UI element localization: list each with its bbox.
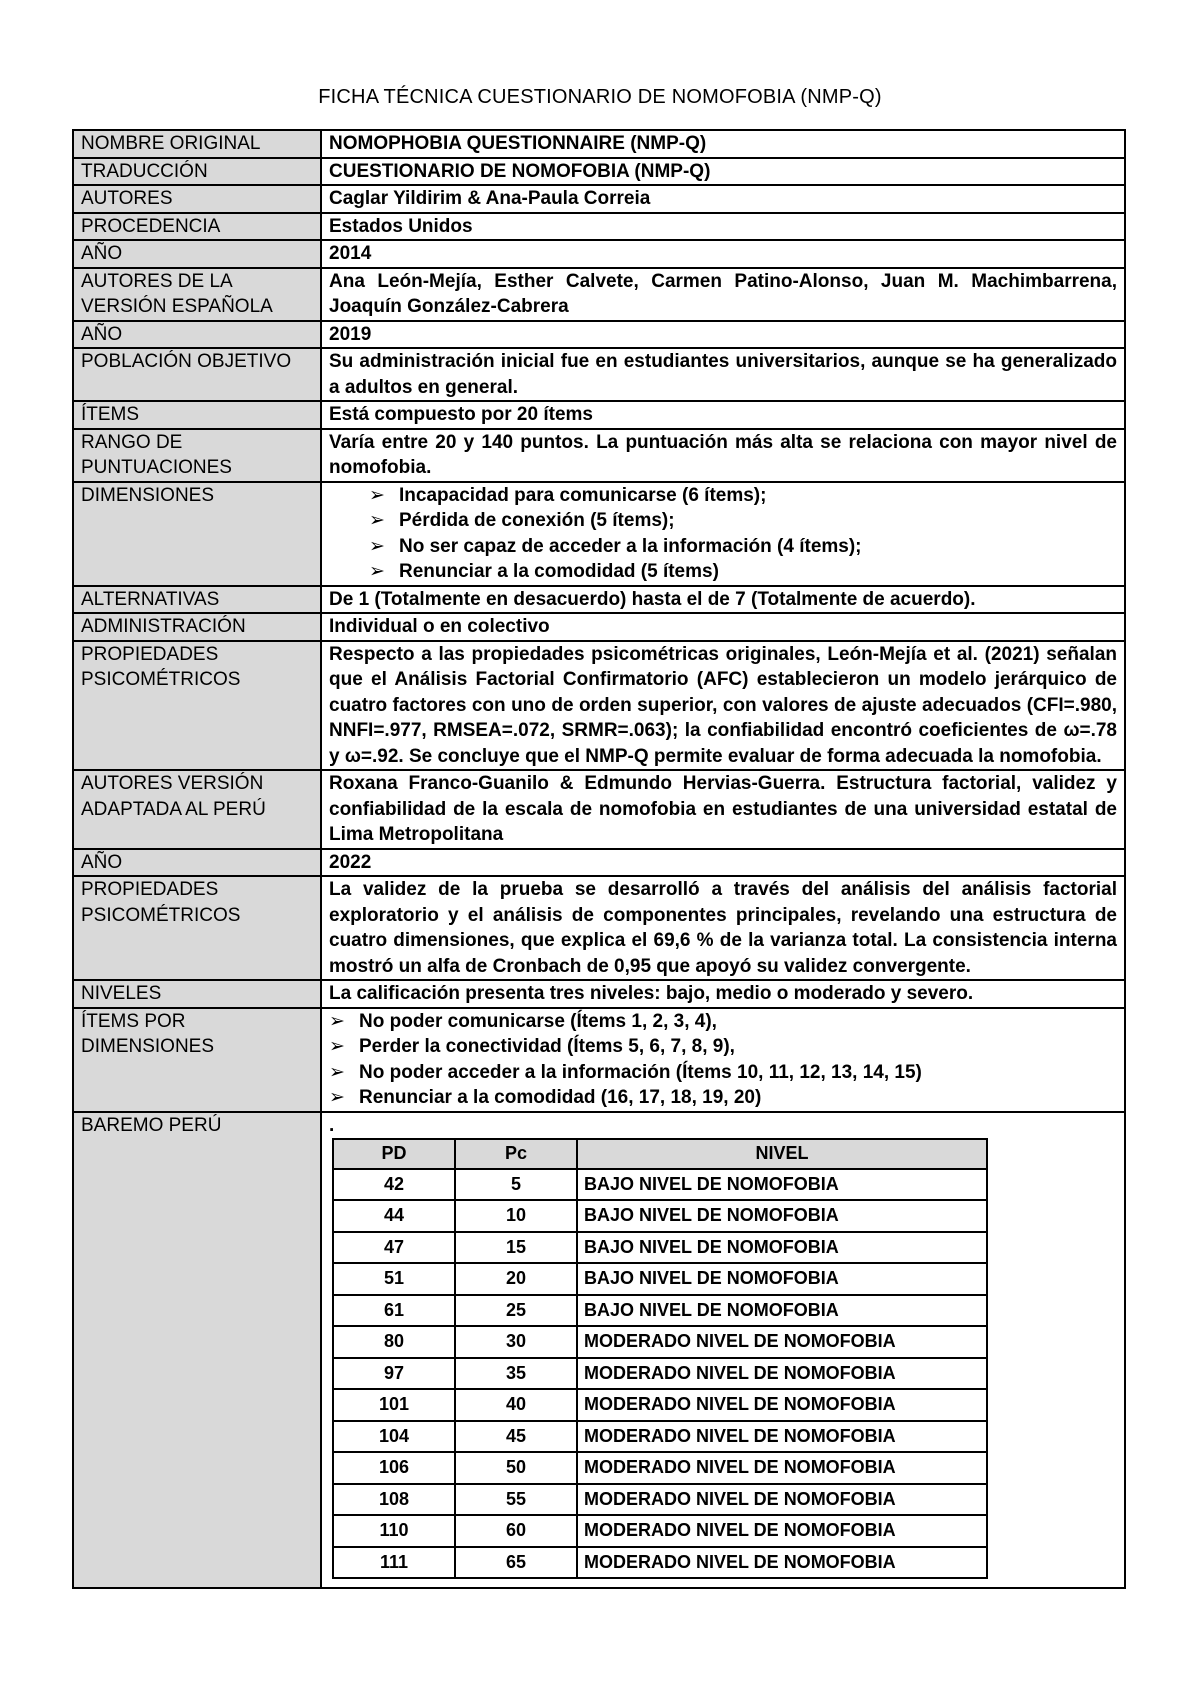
list-item xyxy=(329,1060,1117,1086)
value-items: Está compuesto por 20 ítems xyxy=(321,401,1125,429)
header-pc: Pc xyxy=(455,1139,577,1169)
cell-pc: 15 xyxy=(455,1232,577,1264)
cell-pd: 97 xyxy=(333,1358,455,1390)
value-rango: Varía entre 20 y 140 puntos. La puntuación más alta se relaciona con mayor nivel de nomofobia. xyxy=(321,429,1125,482)
list-item-text: Incapacidad para comunicarse (6 ítems); xyxy=(399,484,767,506)
cell-pd: 47 xyxy=(333,1232,455,1264)
row-procedencia xyxy=(73,213,1125,241)
list-item-text: Renunciar a la comodidad (5 ítems) xyxy=(399,561,719,582)
label-anio-original: AÑO xyxy=(73,240,321,268)
label-propiedades-peru: PROPIEDADES PSICOMÉTRICOS xyxy=(73,876,321,980)
cell-pc: 30 xyxy=(455,1326,577,1358)
cell-pc: 25 xyxy=(455,1295,577,1327)
cell-pc: 35 xyxy=(455,1358,577,1390)
cell-pd: 51 xyxy=(333,1263,455,1295)
cell-nivel: BAJO NIVEL DE NOMOFOBIA xyxy=(577,1232,987,1264)
value-anio-peru: 2022 xyxy=(321,849,1125,877)
row-poblacion xyxy=(73,348,1125,401)
list-item-text: No ser capaz de acceder a la información (4 ítems); xyxy=(399,535,862,557)
cell-pc: 5 xyxy=(455,1169,577,1201)
baremo-table xyxy=(332,1138,988,1580)
cell-nivel: MODERADO NIVEL DE NOMOFOBIA xyxy=(577,1326,987,1358)
cell-pd: 110 xyxy=(333,1515,455,1547)
list-item xyxy=(369,534,1117,560)
list-item-text: Renunciar a la comodidad (16, 17, 18, 19, 20) xyxy=(359,1087,762,1108)
row-anio-original xyxy=(73,240,1125,268)
cell-nivel: BAJO NIVEL DE NOMOFOBIA xyxy=(577,1200,987,1232)
arrow-bullet-icon: ➢ xyxy=(369,510,385,531)
value-niveles: La calificación presenta tres niveles: bajo, medio o moderado y severo. xyxy=(321,980,1125,1008)
list-item xyxy=(369,559,1117,585)
cell-nivel: MODERADO NIVEL DE NOMOFOBIA xyxy=(577,1358,987,1390)
table-row xyxy=(333,1232,987,1264)
row-niveles xyxy=(73,980,1125,1008)
cell-pd: 61 xyxy=(333,1295,455,1327)
row-autores-espanola xyxy=(73,268,1125,321)
cell-pc: 50 xyxy=(455,1452,577,1484)
value-autores-espanola: Ana León-Mejía, Esther Calvete, Carmen Patino-Alonso, Juan M. Machimbarrena, Joaquín González-Cabrera xyxy=(321,268,1125,321)
list-item-text: Perder la conectividad (Ítems 5, 6, 7, 8, 9), xyxy=(359,1036,735,1057)
value-anio-original: 2014 xyxy=(321,240,1125,268)
cell-pc: 20 xyxy=(455,1263,577,1295)
arrow-bullet-icon: ➢ xyxy=(329,1036,345,1057)
table-row xyxy=(333,1515,987,1547)
arrow-bullet-icon: ➢ xyxy=(369,561,385,582)
row-baremo xyxy=(73,1112,1125,1589)
cell-nivel: MODERADO NIVEL DE NOMOFOBIA xyxy=(577,1389,987,1421)
table-row xyxy=(333,1421,987,1453)
table-row xyxy=(333,1358,987,1390)
value-baremo xyxy=(321,1112,1125,1589)
row-administracion xyxy=(73,613,1125,641)
value-traduccion: CUESTIONARIO DE NOMOFOBIA (NMP-Q) xyxy=(321,158,1125,186)
label-anio-espanola: AÑO xyxy=(73,321,321,349)
label-procedencia: PROCEDENCIA xyxy=(73,213,321,241)
cell-pd: 108 xyxy=(333,1484,455,1516)
value-propiedades-original: Respecto a las propiedades psicométricas originales, León-Mejía et al. (2021) señalan que el Análisis Factorial Confirmatorio (AFC) establecieron un modelo jerárquico de cuatro factores con uno de orden superior, con valores de ajuste adecuados (CFI=.980, NNFI=.977, RMSEA=.072, SRMR=.063); la confiabilidad encontró coeficientes de ω=.78 y ω=.92. Se concluye que el NMP-Q permite evaluar de forma adecuada la nomofobia. xyxy=(321,641,1125,771)
cell-nivel: MODERADO NIVEL DE NOMOFOBIA xyxy=(577,1484,987,1516)
row-anio-peru xyxy=(73,849,1125,877)
cell-nivel: BAJO NIVEL DE NOMOFOBIA xyxy=(577,1169,987,1201)
list-item-text: Pérdida de conexión (5 ítems); xyxy=(399,510,675,531)
row-autores xyxy=(73,185,1125,213)
row-propiedades-original xyxy=(73,641,1125,771)
value-anio-espanola: 2019 xyxy=(321,321,1125,349)
cell-pc: 45 xyxy=(455,1421,577,1453)
row-autores-peru xyxy=(73,770,1125,849)
cell-nivel: BAJO NIVEL DE NOMOFOBIA xyxy=(577,1295,987,1327)
row-anio-espanola xyxy=(73,321,1125,349)
table-row xyxy=(333,1326,987,1358)
dimensiones-list xyxy=(329,483,1117,585)
list-item-text: No poder comunicarse (Ítems 1, 2, 3, 4), xyxy=(359,1010,717,1032)
row-alternativas xyxy=(73,586,1125,614)
value-poblacion: Su administración inicial fue en estudiantes universitarios, aunque se ha generalizado a adultos en general. xyxy=(321,348,1125,401)
arrow-bullet-icon: ➢ xyxy=(369,535,385,557)
value-procedencia: Estados Unidos xyxy=(321,213,1125,241)
cell-nivel: MODERADO NIVEL DE NOMOFOBIA xyxy=(577,1515,987,1547)
row-traduccion xyxy=(73,158,1125,186)
arrow-bullet-icon: ➢ xyxy=(329,1010,345,1032)
row-rango xyxy=(73,429,1125,482)
label-items-dimensiones: ÍTEMS POR DIMENSIONES xyxy=(73,1008,321,1112)
items-dimensiones-list xyxy=(329,1009,1117,1111)
list-item-text: No poder acceder a la información (Ítems 10, 11, 12, 13, 14, 15) xyxy=(359,1061,922,1083)
arrow-bullet-icon: ➢ xyxy=(329,1061,345,1083)
value-autores-peru: Roxana Franco-Guanilo & Edmundo Hervias-Guerra. Estructura factorial, validez y confiabilidad de la escala de nomofobia en estudiantes de una universidad estatal de Lima Metropolitana xyxy=(321,770,1125,849)
label-autores-espanola: AUTORES DE LA VERSIÓN ESPAÑOLA xyxy=(73,268,321,321)
list-item xyxy=(369,508,1117,534)
table-row xyxy=(333,1263,987,1295)
cell-pd: 104 xyxy=(333,1421,455,1453)
cell-nivel: MODERADO NIVEL DE NOMOFOBIA xyxy=(577,1421,987,1453)
table-row xyxy=(333,1484,987,1516)
list-item xyxy=(329,1009,1117,1035)
table-row xyxy=(333,1200,987,1232)
list-item xyxy=(329,1085,1117,1111)
label-administracion: ADMINISTRACIÓN xyxy=(73,613,321,641)
list-item xyxy=(369,483,1117,509)
row-items xyxy=(73,401,1125,429)
label-anio-peru: AÑO xyxy=(73,849,321,877)
row-dimensiones xyxy=(73,482,1125,586)
table-row xyxy=(333,1295,987,1327)
list-item xyxy=(329,1034,1117,1060)
label-items: ÍTEMS xyxy=(73,401,321,429)
cell-pd: 80 xyxy=(333,1326,455,1358)
row-items-dimensiones xyxy=(73,1008,1125,1112)
table-row xyxy=(333,1547,987,1579)
label-autores-peru: AUTORES VERSIÓN ADAPTADA AL PERÚ xyxy=(73,770,321,849)
cell-pc: 40 xyxy=(455,1389,577,1421)
row-propiedades-peru xyxy=(73,876,1125,980)
label-dimensiones: DIMENSIONES xyxy=(73,482,321,586)
arrow-bullet-icon: ➢ xyxy=(329,1087,345,1108)
label-traduccion: TRADUCCIÓN xyxy=(73,158,321,186)
value-nombre-original: NOMOPHOBIA QUESTIONNAIRE (NMP-Q) xyxy=(321,130,1125,158)
header-nivel: NIVEL xyxy=(577,1139,987,1169)
label-propiedades-original: PROPIEDADES PSICOMÉTRICOS xyxy=(73,641,321,771)
label-poblacion: POBLACIÓN OBJETIVO xyxy=(73,348,321,401)
row-nombre-original xyxy=(73,130,1125,158)
cell-pc: 60 xyxy=(455,1515,577,1547)
cell-nivel: BAJO NIVEL DE NOMOFOBIA xyxy=(577,1263,987,1295)
value-administracion: Individual o en colectivo xyxy=(321,613,1125,641)
label-niveles: NIVELES xyxy=(73,980,321,1008)
cell-pd: 44 xyxy=(333,1200,455,1232)
header-pd: PD xyxy=(333,1139,455,1169)
table-row xyxy=(333,1389,987,1421)
cell-pd: 106 xyxy=(333,1452,455,1484)
baremo-dot: . xyxy=(329,1114,335,1136)
table-row xyxy=(333,1452,987,1484)
cell-nivel: MODERADO NIVEL DE NOMOFOBIA xyxy=(577,1452,987,1484)
value-propiedades-peru: La validez de la prueba se desarrolló a través del análisis del análisis factorial exploratorio y el análisis de componentes principales, revelando una estructura de cuatro dimensiones, que explica el 69,6 % de la varianza total. La consistencia interna mostró un alfa de Cronbach de 0,95 que apoyó su validez convergente. xyxy=(321,876,1125,980)
value-dimensiones xyxy=(321,482,1125,586)
label-rango: RANGO DE PUNTUACIONES xyxy=(73,429,321,482)
label-alternativas: ALTERNATIVAS xyxy=(73,586,321,614)
baremo-header-row xyxy=(333,1139,987,1169)
table-row xyxy=(333,1169,987,1201)
label-autores: AUTORES xyxy=(73,185,321,213)
cell-pd: 42 xyxy=(333,1169,455,1201)
technical-sheet-table xyxy=(72,129,1126,1589)
cell-nivel: MODERADO NIVEL DE NOMOFOBIA xyxy=(577,1547,987,1579)
value-alternativas: De 1 (Totalmente en desacuerdo) hasta el de 7 (Totalmente de acuerdo). xyxy=(321,586,1125,614)
page-title: FICHA TÉCNICA CUESTIONARIO DE NOMOFOBIA (NMP-Q) xyxy=(318,86,882,108)
cell-pd: 111 xyxy=(333,1547,455,1579)
value-autores: Caglar Yildirim & Ana-Paula Correia xyxy=(321,185,1125,213)
cell-pc: 65 xyxy=(455,1547,577,1579)
cell-pd: 101 xyxy=(333,1389,455,1421)
cell-pc: 10 xyxy=(455,1200,577,1232)
label-baremo: BAREMO PERÚ xyxy=(73,1112,321,1589)
arrow-bullet-icon: ➢ xyxy=(369,484,385,506)
cell-pc: 55 xyxy=(455,1484,577,1516)
label-nombre-original: NOMBRE ORIGINAL xyxy=(73,130,321,158)
value-items-dimensiones xyxy=(321,1008,1125,1112)
